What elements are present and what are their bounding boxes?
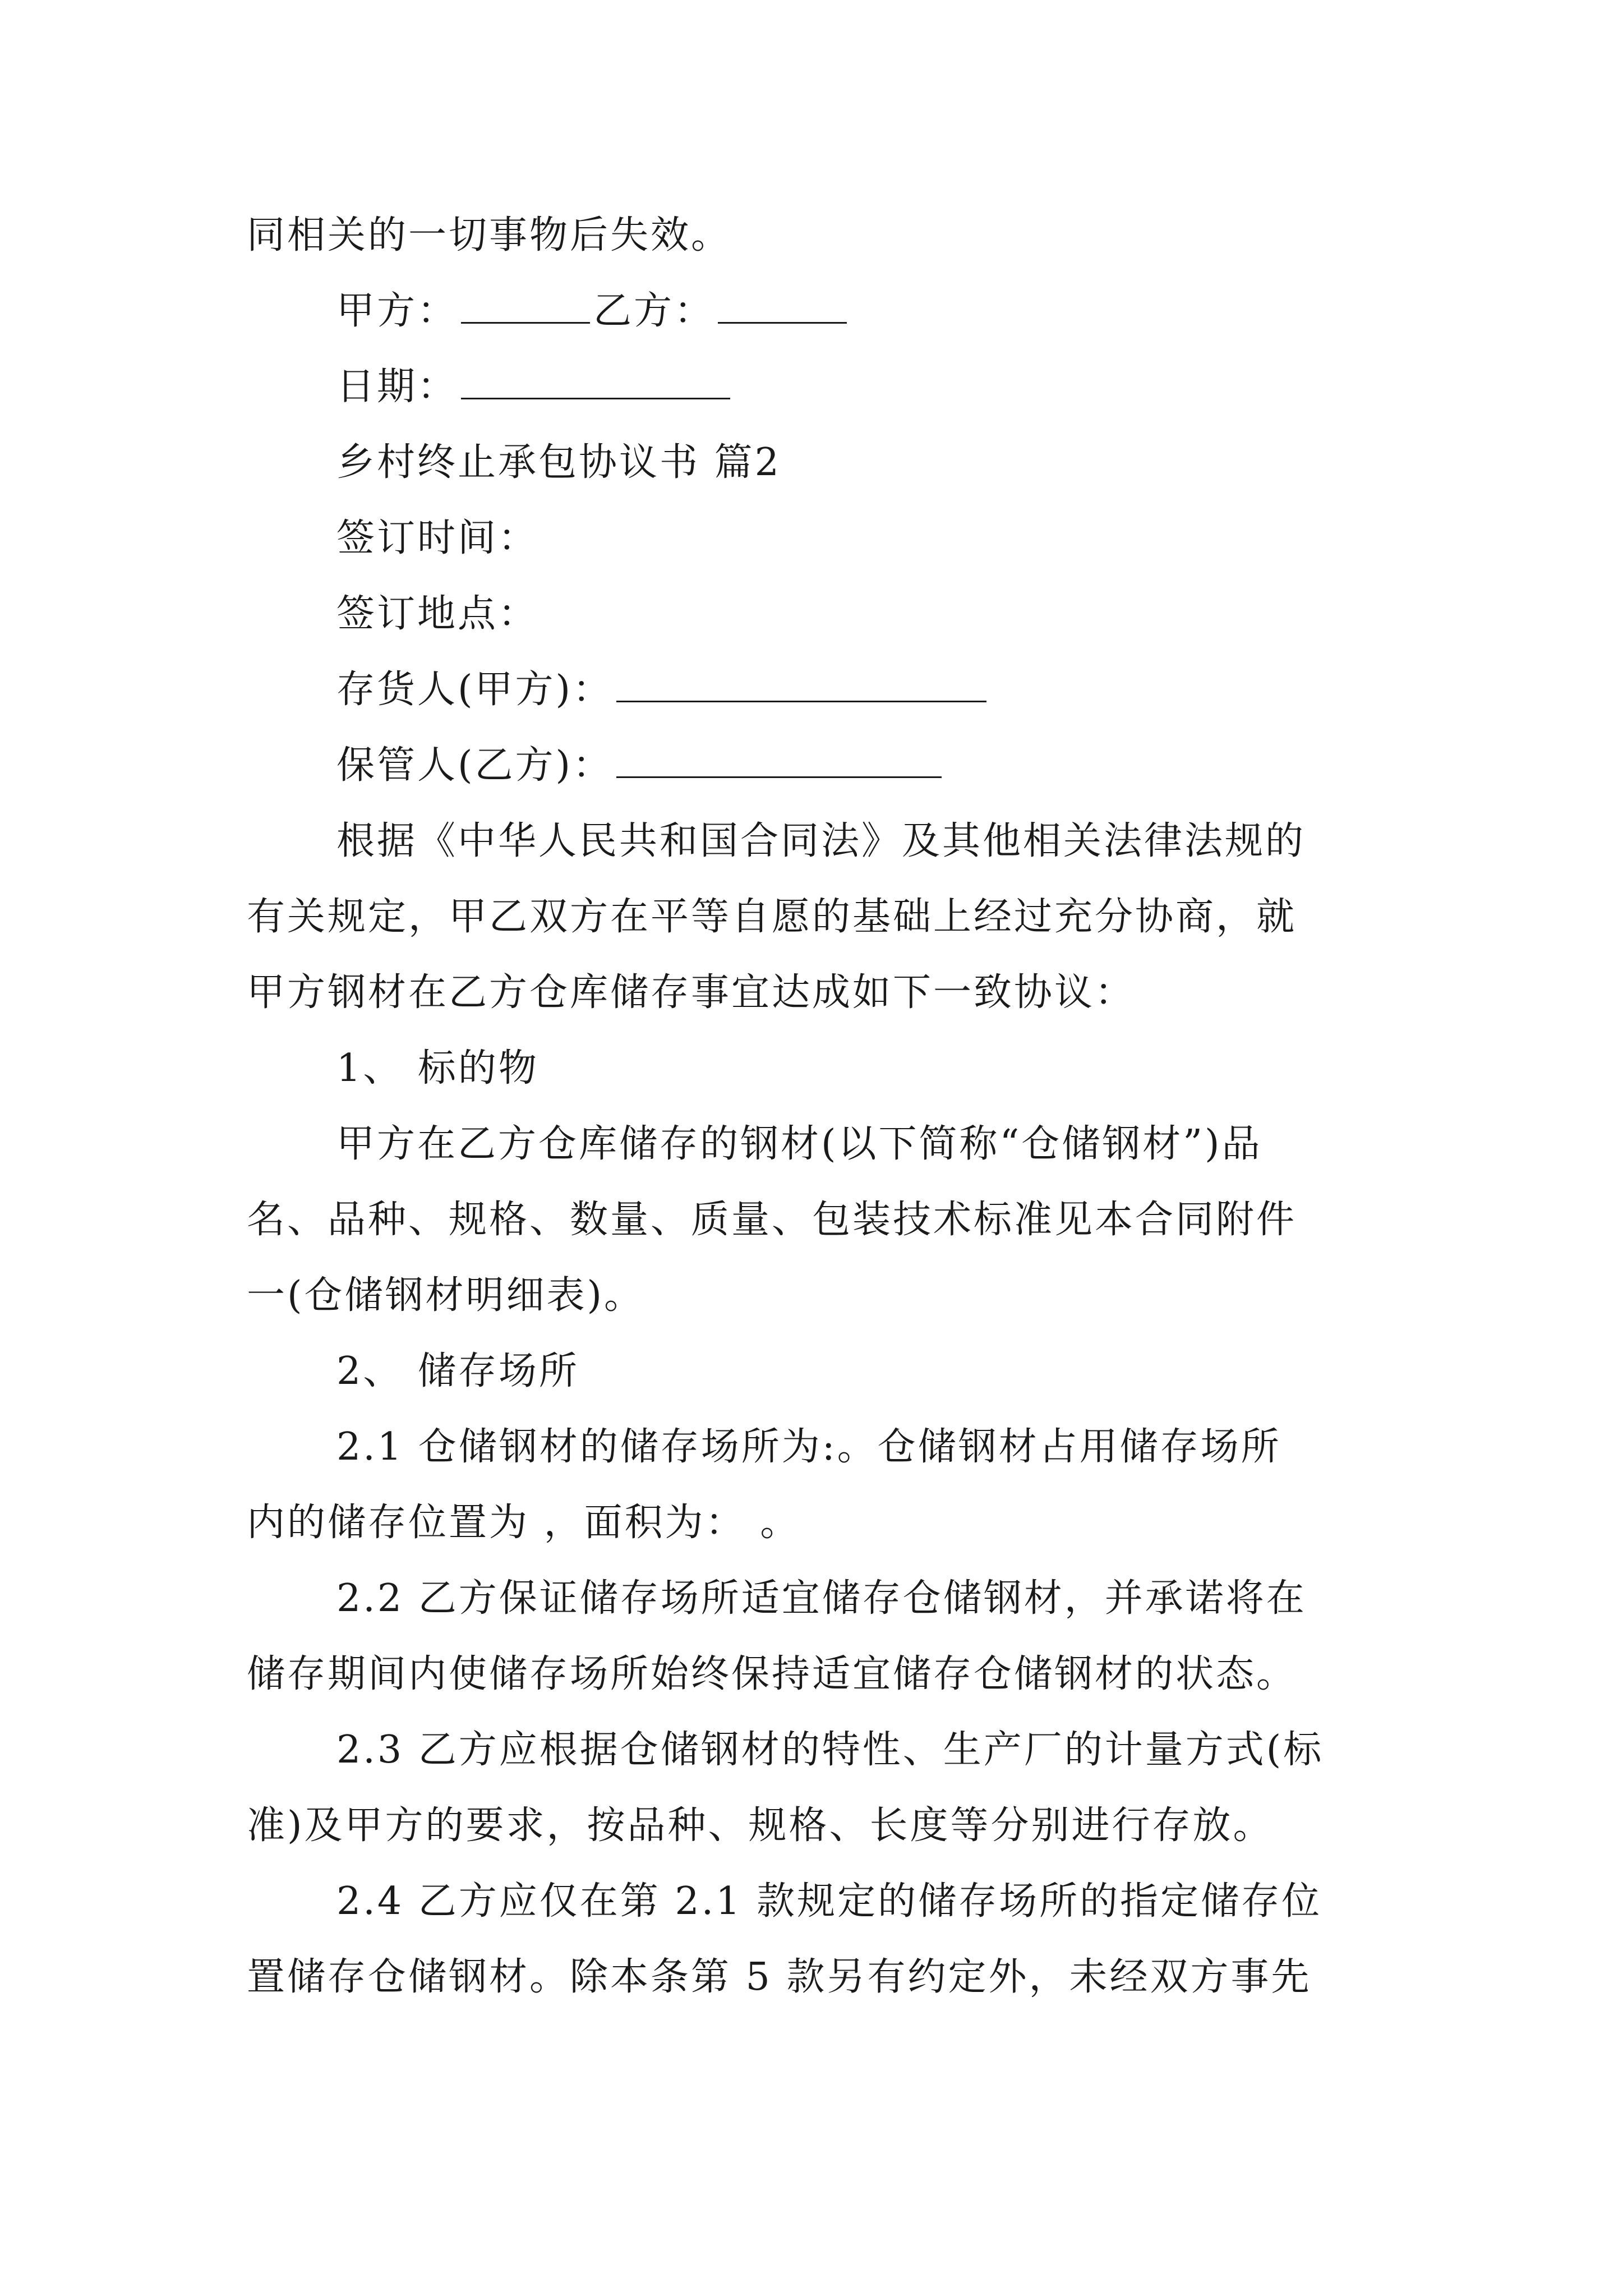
- clause-1-line-1: 甲方在乙方仓库储存的钢材(以下简称“仓储钢材”)品: [336, 1122, 1262, 1166]
- date-label: 日期：: [336, 365, 458, 409]
- clause-1-line-3: 一(仓储钢材明细表)。: [247, 1273, 645, 1318]
- date-line: [336, 359, 734, 415]
- clause-2-1-line-1: 2.1 仓储钢材的储存场所为:。仓储钢材占用储存场所: [336, 1425, 1281, 1469]
- party-a-label: 甲方：: [336, 289, 458, 333]
- signing-time-line: 签订时间：: [336, 516, 539, 560]
- signing-place-line: 签订地点：: [336, 592, 539, 636]
- clause-2-2-line-2: 储存期间内使储存场所始终保持适宜储存仓储钢材的状态。: [247, 1652, 1297, 1696]
- party-b-blank: [718, 287, 847, 324]
- keeper-blank: [616, 742, 942, 778]
- party-a-blank: [461, 287, 590, 324]
- clause-2-4-line-1: 2.4 乙方应仅在第 2.1 款规定的储存场所的指定储存位: [336, 1879, 1322, 1924]
- clause-2-4-line-2: 置储存仓储钢材。除本条第 5 款另有约定外，未经双方事先: [247, 1955, 1312, 1999]
- clause-2-3-line-1: 2.3 乙方应根据仓储钢材的特性、生产厂的计量方式(标: [336, 1728, 1324, 1772]
- party-b-label: 乙方：: [593, 289, 715, 333]
- paragraph-intro-line-3: 甲方钢材在乙方仓库储存事宜达成如下一致协议：: [247, 970, 1136, 1015]
- clause-2-2-line-1: 2.2 乙方保证储存场所适宜储存仓储钢材，并承诺将在: [336, 1576, 1307, 1621]
- clause-2-1-line-2: 内的储存位置为 ，面积为： 。: [247, 1501, 801, 1545]
- depositor-blank: [616, 666, 986, 702]
- clause-2-heading: 2、 储存场所: [336, 1349, 579, 1393]
- depositor-label: 存货人(甲方)：: [336, 668, 614, 712]
- date-blank: [461, 363, 730, 399]
- keeper-label: 保管人(乙方)：: [336, 743, 614, 788]
- clause-1-heading: 1、 标的物: [336, 1046, 539, 1091]
- clause-1-line-2: 名、品种、规格、数量、质量、包装技术标准见本合同附件: [247, 1198, 1297, 1242]
- paragraph-intro-line-2: 有关规定，甲乙双方在平等自愿的基础上经过充分协商，就: [247, 895, 1297, 939]
- clause-2-3-line-2: 准)及甲方的要求，按品种、规格、长度等分别进行存放。: [247, 1803, 1274, 1848]
- depositor-line: [336, 662, 990, 718]
- party-signature-line: [336, 283, 850, 339]
- paragraph-intro-line-1: 根据《中华人民共和国合同法》及其他相关法律法规的: [336, 819, 1306, 863]
- text-line-1: 同相关的一切事物后失效。: [247, 213, 732, 257]
- section-title: 乡村终止承包协议书 篇2: [336, 440, 781, 485]
- keeper-line: [336, 738, 945, 794]
